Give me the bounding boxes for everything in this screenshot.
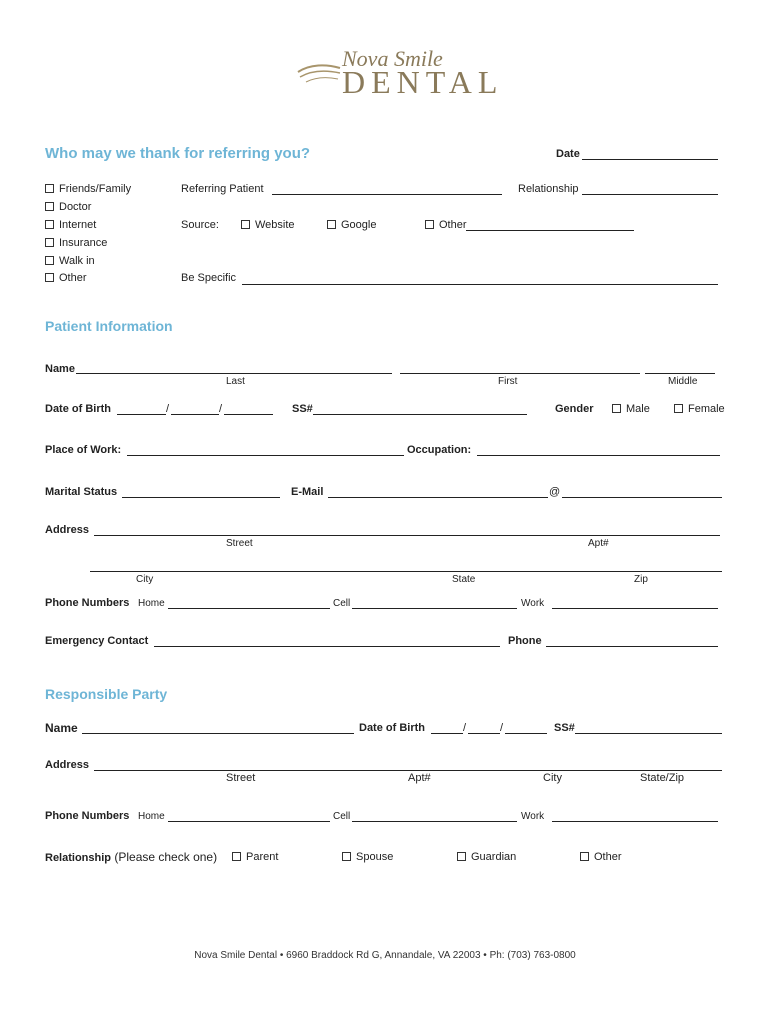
relationship-field[interactable] — [582, 194, 718, 195]
relationship-guardian[interactable]: Guardian — [457, 851, 516, 863]
footer-address: Nova Smile Dental • 6960 Braddock Rd G, Annandale, VA 22003 • Ph: (703) 763-0800 — [194, 950, 576, 961]
middle-caption: Middle — [668, 376, 698, 387]
marital-label: Marital Status — [45, 486, 118, 498]
checkbox[interactable] — [45, 238, 54, 247]
source-other[interactable]: Other — [425, 219, 467, 231]
resp-home-field[interactable] — [168, 821, 330, 822]
dob-month-field[interactable] — [117, 414, 166, 415]
resp-dob-year-field[interactable] — [505, 733, 547, 734]
resp-phone-label: Phone Numbers — [45, 810, 130, 822]
checkbox[interactable] — [45, 256, 54, 265]
resp-dob-slash: / — [463, 722, 467, 734]
cell-label: Cell — [333, 598, 351, 609]
gender-label: Gender — [555, 403, 594, 415]
email-at: @ — [549, 486, 561, 498]
work-phone-label: Work — [521, 598, 545, 609]
resp-address-label: Address — [45, 759, 90, 771]
checkbox[interactable] — [580, 852, 589, 861]
resp-relationship — [45, 850, 217, 864]
patient-name-label: Name — [45, 363, 75, 375]
patient-middle-field[interactable] — [645, 373, 715, 374]
gender-male[interactable]: Male — [612, 403, 650, 415]
email-domain-field[interactable] — [562, 497, 722, 498]
checkbox[interactable] — [45, 220, 54, 229]
home-phone-field[interactable] — [168, 608, 330, 609]
resp-work-label: Work — [521, 811, 545, 822]
emergency-phone-field[interactable] — [546, 646, 718, 647]
dob-day-field[interactable] — [171, 414, 219, 415]
be-specific-label: Be Specific — [181, 272, 237, 284]
resp-state-zip-caption: State/Zip — [640, 772, 685, 784]
state-caption: State — [452, 574, 476, 585]
checkbox[interactable] — [457, 852, 466, 861]
first-caption: First — [498, 376, 518, 387]
resp-city-caption: City — [543, 772, 562, 784]
date-field[interactable] — [582, 159, 718, 160]
resp-ss-field[interactable] — [575, 733, 722, 734]
checkbox[interactable] — [674, 404, 683, 413]
checkbox[interactable] — [241, 220, 250, 229]
occupation-label: Occupation: — [407, 444, 472, 456]
street-caption: Street — [226, 538, 253, 549]
resp-name-field[interactable] — [82, 733, 354, 734]
logo-line1: Nova Smile — [342, 46, 443, 71]
dob-label: Date of Birth — [45, 403, 111, 415]
responsible-heading: Responsible Party — [45, 686, 168, 702]
resp-dob-day-field[interactable] — [468, 733, 500, 734]
resp-cell-field[interactable] — [352, 821, 517, 822]
dob-slash: / — [219, 403, 223, 415]
checkbox[interactable] — [45, 273, 54, 282]
patient-phone-label: Phone Numbers — [45, 597, 130, 609]
marital-field[interactable] — [122, 497, 280, 498]
ss-label: SS# — [292, 403, 313, 415]
checkbox[interactable] — [232, 852, 241, 861]
referring-patient-label: Referring Patient — [181, 183, 264, 195]
referral-option-internet[interactable]: Internet — [45, 219, 96, 231]
ss-field[interactable] — [313, 414, 527, 415]
work-field[interactable] — [127, 455, 404, 456]
resp-name-label: Name — [45, 721, 78, 735]
patient-last-field[interactable] — [76, 373, 392, 374]
occupation-field[interactable] — [477, 455, 720, 456]
dob-slash: / — [166, 403, 170, 415]
checkbox[interactable] — [425, 220, 434, 229]
resp-apt-caption: Apt# — [408, 772, 431, 784]
address-label: Address — [45, 524, 90, 536]
resp-street-caption: Street — [226, 772, 256, 784]
referral-option-other[interactable]: Other — [45, 272, 87, 284]
dob-year-field[interactable] — [224, 414, 273, 415]
checkbox[interactable] — [327, 220, 336, 229]
apt-caption: Apt# — [588, 538, 609, 549]
checkbox[interactable] — [342, 852, 351, 861]
zip-caption: Zip — [634, 574, 648, 585]
resp-cell-label: Cell — [333, 811, 351, 822]
referral-heading: Who may we thank for referring you? — [45, 145, 311, 162]
resp-ss-label: SS# — [554, 722, 575, 734]
referral-option-doctor[interactable]: Doctor — [45, 201, 91, 213]
checkbox[interactable] — [45, 184, 54, 193]
address-street-field[interactable] — [94, 535, 720, 536]
patient-first-field[interactable] — [400, 373, 640, 374]
gender-female[interactable]: Female — [674, 403, 725, 415]
address-city-field[interactable] — [90, 571, 722, 572]
checkbox[interactable] — [612, 404, 621, 413]
referral-option-insurance[interactable]: Insurance — [45, 237, 107, 249]
resp-address-field[interactable] — [94, 770, 722, 771]
emergency-phone-label: Phone — [508, 635, 542, 647]
last-caption: Last — [226, 376, 245, 387]
emergency-field[interactable] — [154, 646, 500, 647]
work-phone-field[interactable] — [552, 608, 718, 609]
resp-relationship-hint: (Please check one) — [114, 850, 218, 864]
source-google[interactable]: Google — [327, 219, 376, 231]
email-label: E-Mail — [291, 486, 324, 498]
cell-phone-field[interactable] — [352, 608, 517, 609]
work-label: Place of Work: — [45, 444, 122, 456]
resp-relationship-label: Relationship — [45, 852, 112, 864]
emergency-label: Emergency Contact — [45, 635, 149, 647]
resp-dob-month-field[interactable] — [431, 733, 463, 734]
source-label: Source: — [181, 219, 219, 231]
home-label: Home — [138, 598, 165, 609]
referring-patient-field[interactable] — [272, 194, 502, 195]
checkbox[interactable] — [45, 202, 54, 211]
resp-work-field[interactable] — [552, 821, 718, 822]
referral-option-friends[interactable]: Friends/Family — [45, 183, 131, 195]
logo-line2: DENTAL — [342, 64, 504, 100]
resp-home-label: Home — [138, 811, 165, 822]
date-label: Date — [556, 148, 580, 160]
be-specific-field[interactable] — [242, 284, 718, 285]
logo-swoosh-icon — [296, 58, 342, 92]
relationship-label: Relationship — [518, 183, 579, 195]
source-other-field[interactable] — [466, 230, 634, 231]
source-website[interactable]: Website — [241, 219, 295, 231]
patient-heading: Patient Information — [45, 318, 173, 334]
city-caption: City — [136, 574, 154, 585]
relationship-spouse[interactable]: Spouse — [342, 851, 393, 863]
logo — [296, 46, 504, 100]
resp-dob-label: Date of Birth — [359, 722, 425, 734]
relationship-parent[interactable]: Parent — [232, 851, 278, 863]
relationship-other[interactable]: Other — [580, 851, 622, 863]
email-user-field[interactable] — [328, 497, 548, 498]
resp-dob-slash: / — [500, 722, 504, 734]
referral-option-walkin[interactable]: Walk in — [45, 255, 95, 267]
